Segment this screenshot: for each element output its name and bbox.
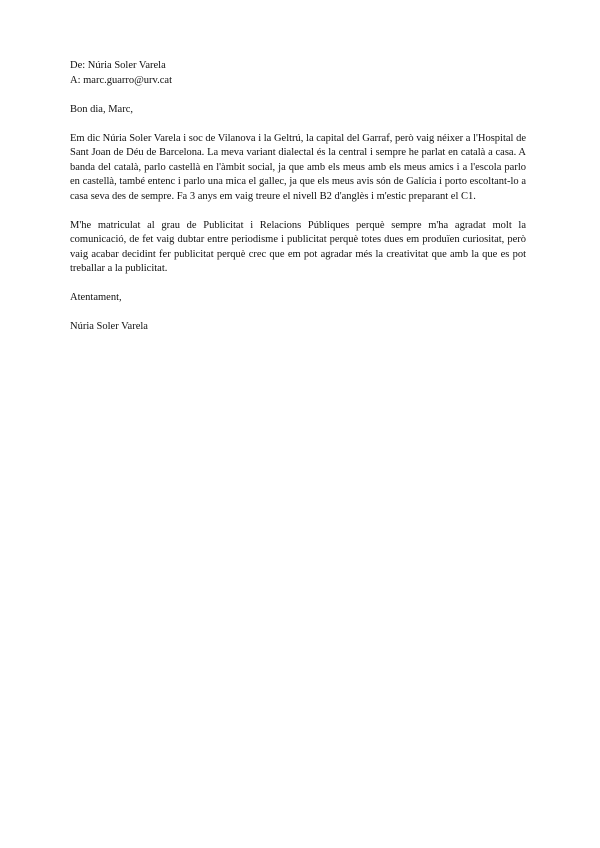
paragraph-intro: Em dic Núria Soler Varela i soc de Vilanova i la Geltrú, la capital del Garraf, però vaig néixer a l'Hospital de Sant Joan de Déu de Barcelona. La meva variant dialectal és la central i sempre he parlat en català a casa. A banda del català, parlo castellà en l'àmbit social, ja que amb els meus amb els meus amics i a l'escola parlo en castellà, també entenc i parlo una mica el gallec, ja que els meus avis són de Galícia i porto escoltant-lo a casa seva des de sempre. Fa 3 anys em vaig treure el nivell B2 d'anglès i m'estic preparant el C1.	[70, 132, 527, 202]
letter-body	[70, 59, 526, 335]
greeting: Bon dia, Marc,	[70, 103, 133, 115]
paragraph-studies: M'he matriculat al grau de Publicitat i Relacions Públiques perquè sempre m'ha agradat molt la comunicació, de fet vaig dubtar entre periodisme i publicitat perquè totes dues em produïen curiositat, però vaig acabar decidint fer publicitat perquè crec que em pot agradar més la creativitat que amb la que es pot treballar a la publicitat.	[70, 219, 526, 274]
signature: Núria Soler Varela	[70, 321, 148, 332]
from-line: De: Núria Soler Varela	[70, 60, 166, 71]
closing: Atentament,	[70, 292, 122, 303]
to-line: A: marc.guarro@urv.cat	[70, 74, 172, 86]
